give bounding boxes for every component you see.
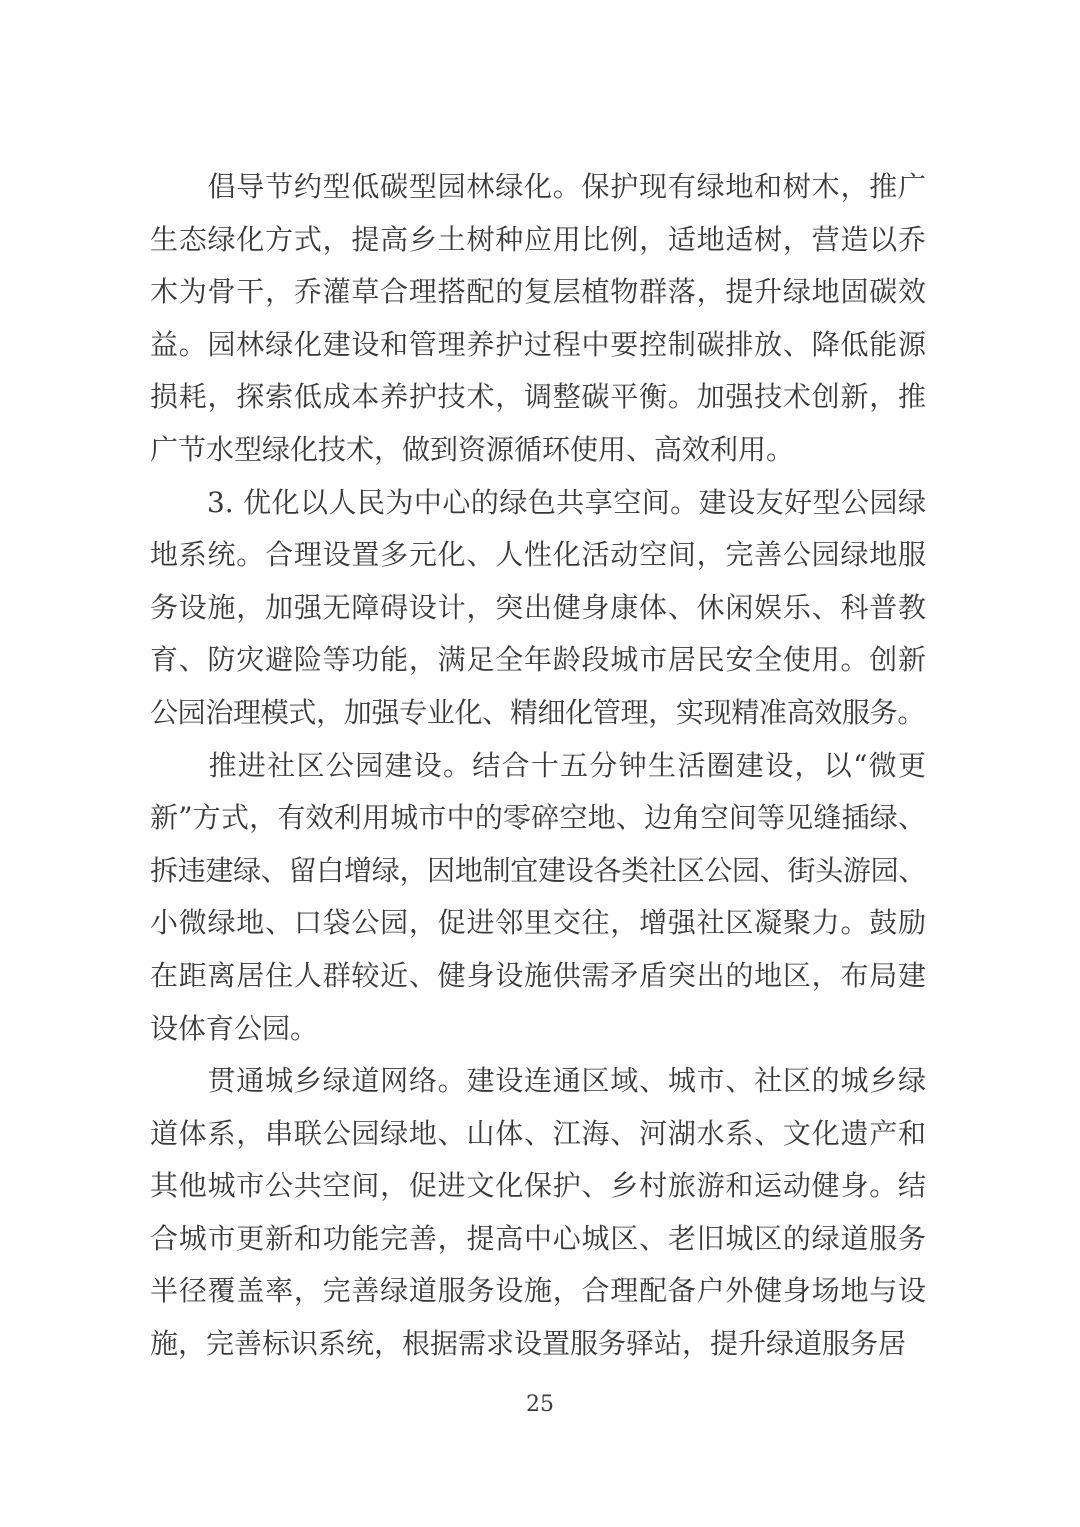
text-line: 木为骨干，乔灌草合理搭配的复层植物群落，提升绿地固碳效 bbox=[150, 275, 926, 309]
text-line: 设体育公园。 bbox=[150, 1011, 319, 1045]
text-line: 拆违建绿、留白增绿，因地制宜建设各类社区公园、街头游园、 bbox=[150, 853, 926, 887]
text-line: 广节水型绿化技术，做到资源循环使用、高效利用。 bbox=[150, 432, 795, 466]
text-line: 新”方式，有效利用城市中的零碎空地、边角空间等见缝插绿、 bbox=[150, 801, 926, 835]
text-line: 贯通城乡绿道网络。建设连通区域、城市、社区的城乡绿 bbox=[150, 1064, 926, 1098]
para-green-shared-space bbox=[150, 477, 926, 740]
document-text bbox=[150, 161, 926, 1371]
text-line: 育、防灾避险等功能，满足全年龄段城市居民安全使用。创新 bbox=[150, 643, 926, 677]
text-line: 推进社区公园建设。结合十五分钟生活圈建设，以“微更 bbox=[150, 748, 926, 782]
text-line: 半径覆盖率，完善绿道服务设施，合理配备户外健身场地与设 bbox=[150, 1274, 926, 1308]
text-line: 损耗，探索低成本养护技术，调整碳平衡。加强技术创新，推 bbox=[150, 380, 926, 414]
text-line: 公园治理模式，加强专业化、精细化管理，实现精准高效服务。 bbox=[150, 695, 926, 729]
para-community-parks bbox=[150, 740, 926, 1056]
text-line: 务设施，加强无障碍设计，突出健身康体、休闲娱乐、科普教 bbox=[150, 590, 926, 624]
text-line: 在距离居住人群较近、健身设施供需矛盾突出的地区，布局建 bbox=[150, 958, 926, 992]
para-low-carbon-greening bbox=[150, 161, 926, 477]
text-line: 小微绿地、口袋公园，促进邻里交往，增强社区凝聚力。鼓励 bbox=[150, 906, 926, 940]
text-line: 施，完善标识系统，根据需求设置服务驿站，提升绿道服务居 bbox=[150, 1327, 907, 1361]
text-line: 倡导节约型低碳型园林绿化。保护现有绿地和树木，推广 bbox=[150, 170, 926, 203]
page-number: 25 bbox=[526, 1392, 554, 1417]
text-line: 道体系，串联公园绿地、山体、江海、河湖水系、文化遗产和 bbox=[150, 1116, 926, 1150]
text-line: 益。园林绿化建设和管理养护过程中要控制碳排放、降低能源 bbox=[150, 327, 926, 361]
text-line: 其他城市公共空间，促进文化保护、乡村旅游和运动健身。结 bbox=[150, 1169, 926, 1203]
text-line: 合城市更新和功能完善，提高中心城区、老旧城区的绿道服务 bbox=[150, 1221, 926, 1255]
text-line: 3. 优化以人民为中心的绿色共享空间。建设友好型公园绿 bbox=[150, 485, 926, 519]
para-greenway-network bbox=[150, 1055, 926, 1371]
text-line: 地系统。合理设置多元化、人性化活动空间，完善公园绿地服 bbox=[150, 538, 926, 572]
text-line: 生态绿化方式，提高乡土树种应用比例，适地适树，营造以乔 bbox=[150, 222, 926, 256]
